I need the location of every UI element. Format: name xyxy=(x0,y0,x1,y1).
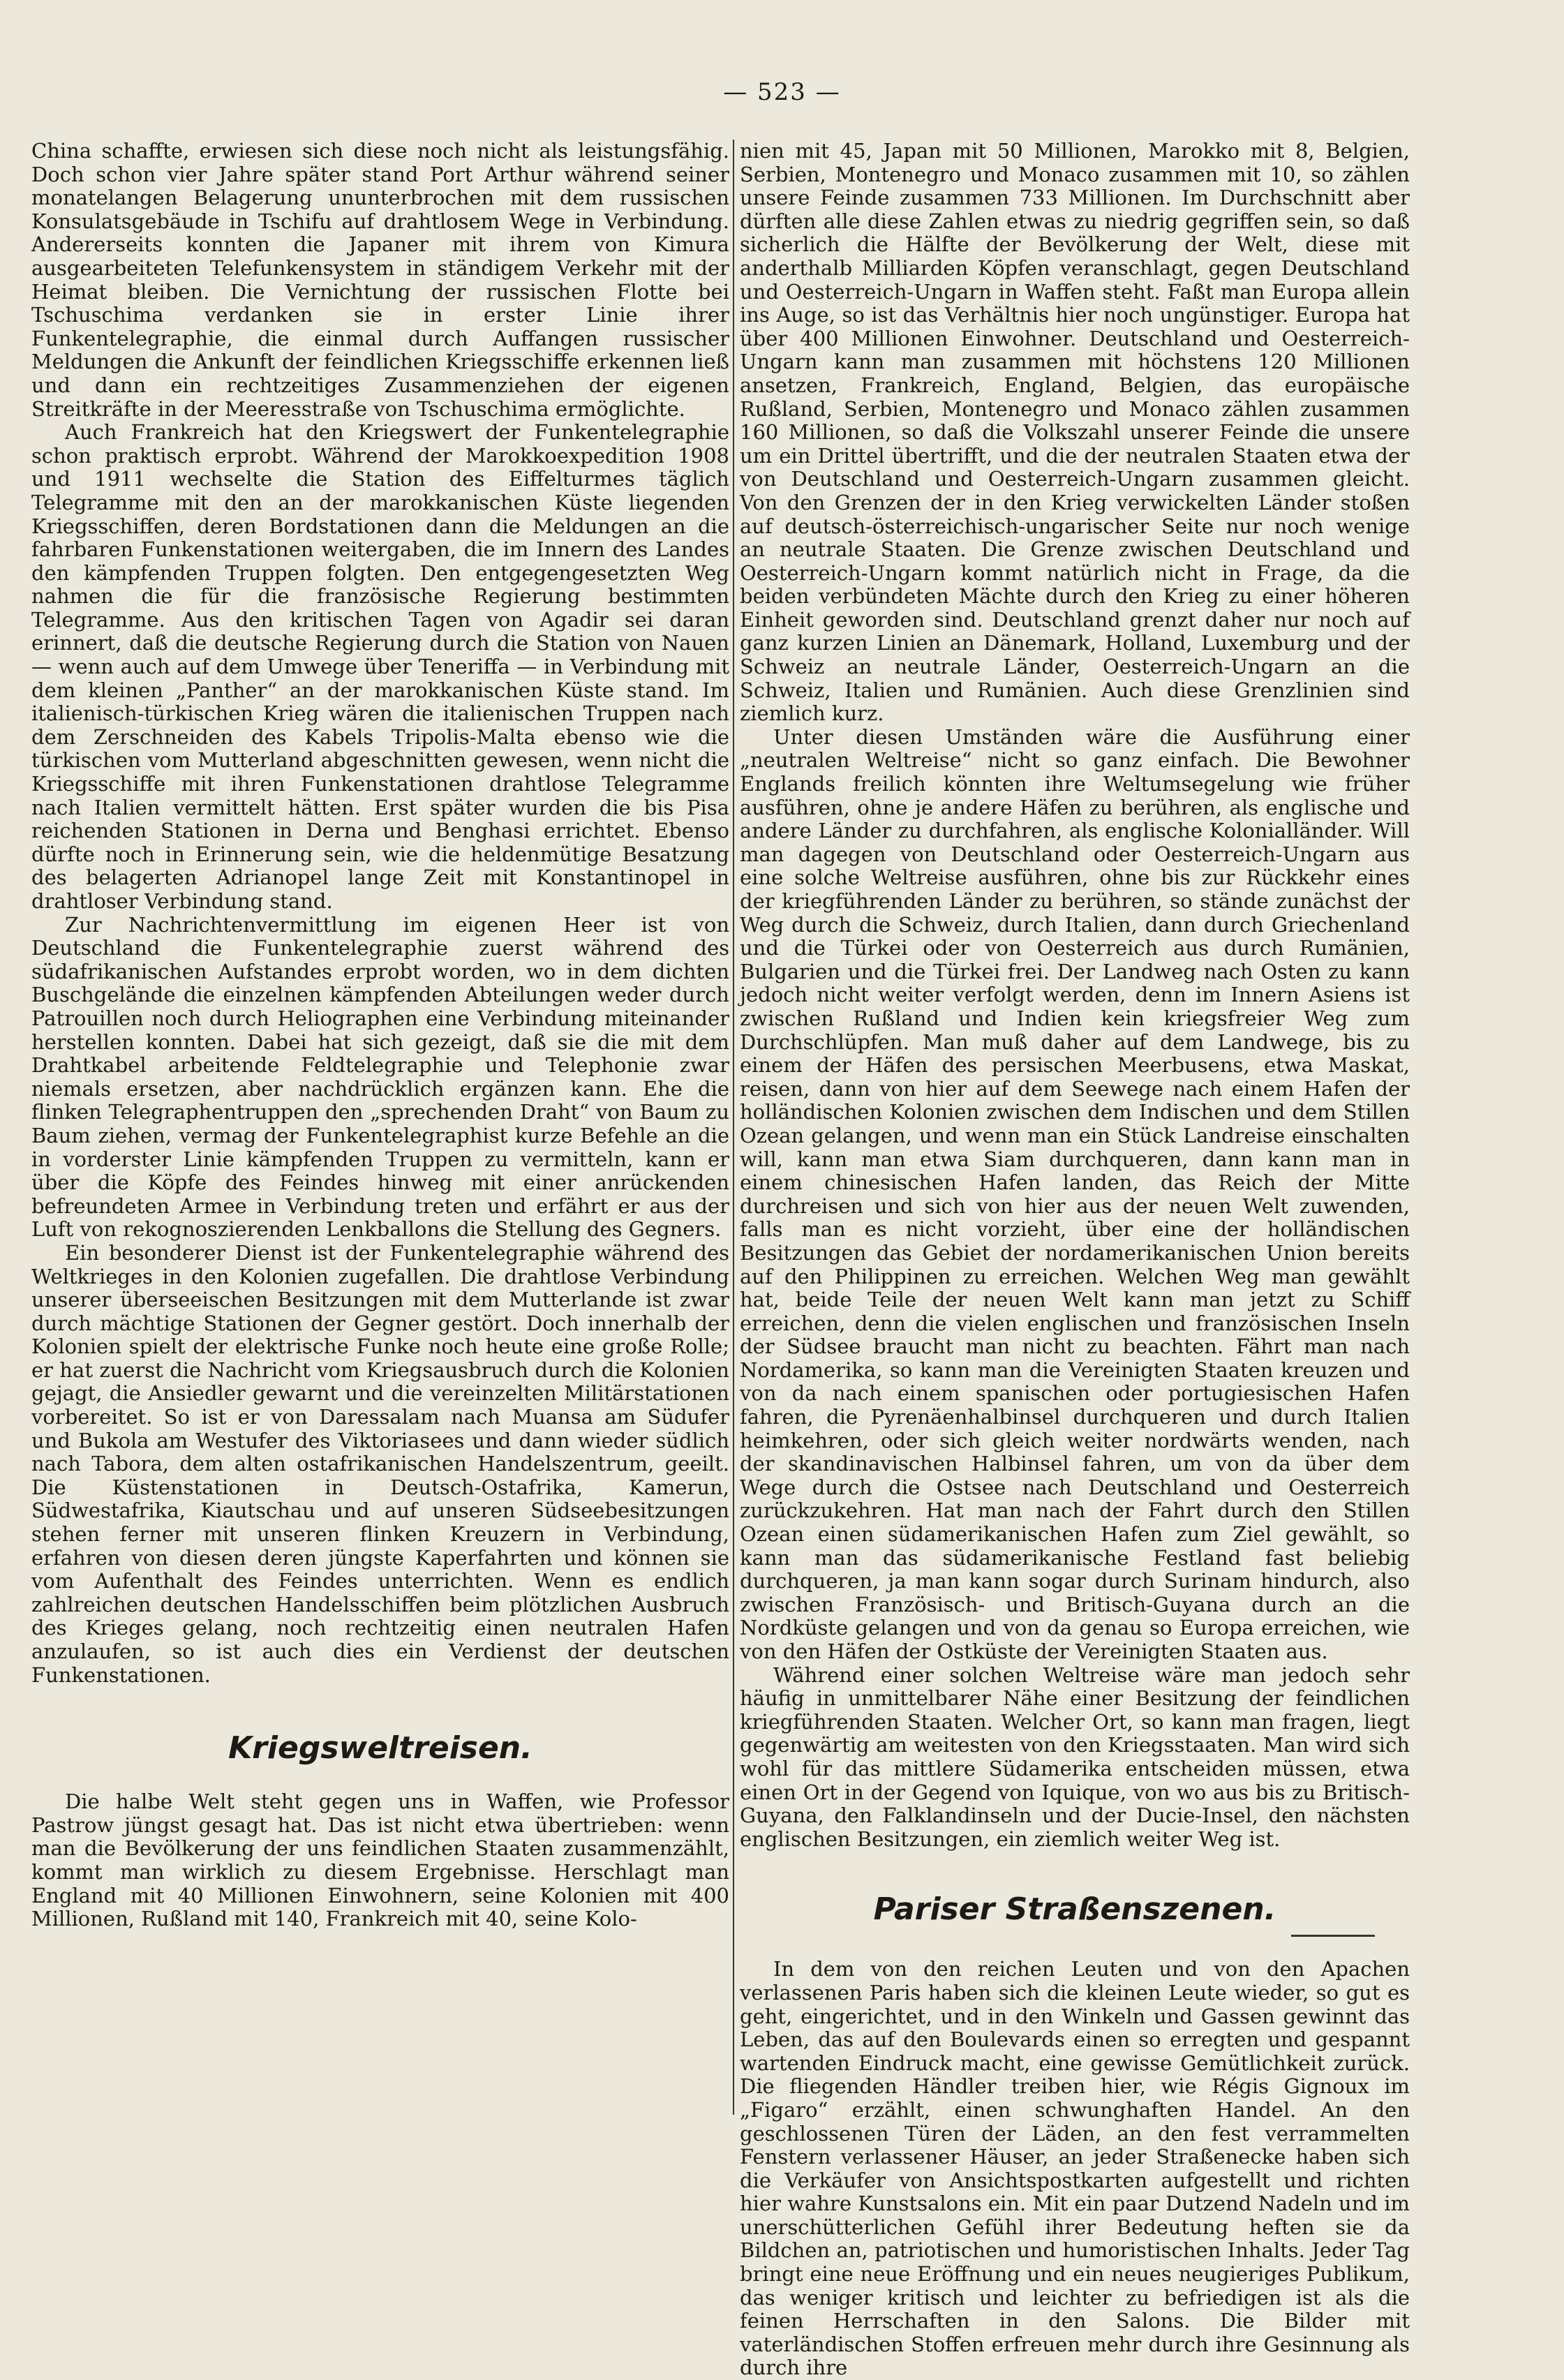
paragraph: nien mit 45, Japan mit 50 Millionen, Marokko mit 8, Belgien, Serbien, Montenegro und Monaco zusammen mit 10, so zählen unsere Feinde zusammen 733 Millionen. Im Durchschnitt aber dürften alle diese Zahlen etwas zu niedrig gegriffen sein, so daß sicherlich die Hälfte der Bevölkerung der Welt, diese mit anderthalb Milliarden Köpfen veranschlagt, gegen Deutschland und Oesterreich-Ungarn in Waffen steht. Faßt man Europa allein ins Auge, so ist das Verhältnis hier noch ungünstiger. Europa hat über 400 Millionen Einwohner. Deutschland und Oesterreich-Ungarn kann man zusammen mit höchstens 120 Millionen ansetzen, Frankreich, England, Belgien, das europäische Rußland, Serbien, Montenegro und Monaco zählen zusammen 160 Millionen, so daß die Volkszahl unserer Feinde die unsere um ein Drittel übertrifft, und die der neutralen Staaten etwa der von Deutschland und Oesterreich-Ungarn zusammen gleicht. Von den Grenzen der in den Krieg verwickelten Länder stoßen auf deutsch-österreichisch-ungarischer Seite nur noch wenige an neutrale Staaten. Die Grenze zwischen Deutschland und Oesterreich-Ungarn kommt natürlich nicht in Frage, da die beiden verbündeten Mächte durch den Krieg zu einer höheren Einheit geworden sind. Deutschland grenzt daher nur noch auf ganz kurzen Linien an Dänemark, Holland, Luxemburg und der Schweiz an neutrale Länder, Oesterreich-Ungarn an die Schweiz, Italien und Rumänien. Auch diese Grenzlinien sind ziemlich kurz. xyxy=(740,139,1410,726)
paragraph: Zur Nachrichtenvermittlung im eigenen Heer ist von Deutschland die Funkentelegraphie zuerst während des südafrikanischen Aufstandes erprobt worden, wo in dem dichten Buschgelände die einzelnen kämpfenden Abteilungen weder durch Patrouillen noch durch Heliographen eine Verbindung miteinander herstellen konnten. Dabei hat sich gezeigt, daß sie die mit dem Drahtkabel arbeitende Feldtelegraphie und Telephonie zwar niemals ersetzen, aber nachdrücklich ergänzen kann. Ehe die flinken Telegraphentruppen den „sprechenden Draht“ von Baum zu Baum ziehen, vermag der Funkentelegraphist kurze Befehle an die in vorderster Linie kämpfenden Truppen zu vermitteln, kann er über die Köpfe des Feindes hinweg mit einer anrückenden befreundeten Armee in Verbindung treten und erfährt er aus der Luft von rekognoszierenden Lenkballons die Stellung des Gegners. xyxy=(31,912,729,1242)
paragraph: Unter diesen Umständen wäre die Ausführung einer „neutralen Weltreise“ nicht so ganz einfach. Die Bewohner Englands freilich könnten ihre Weltumsegelung wie früher ausführen, ohne je andere Häfen zu berühren, als englische und andere Länder zu durchfahren, als englische Kolonialländer. Will man dagegen von Deutschland oder Oesterreich-Ungarn aus eine solche Weltreise ausführen, ohne bis zur Rückkehr eines der kriegführenden Länder zu berühren, so stände zunächst der Weg durch die Schweiz, durch Italien, dann durch Griechenland und die Türkei oder von Oesterreich aus durch Rumänien, Bulgarien und die Türkei frei. Der Landweg nach Osten zu kann jedoch nicht weiter verfolgt werden, denn im Innern Asiens ist zwischen Rußland und Indien kein kriegsfreier Weg zum Durchschlüpfen. Man muß daher auf dem Landwege, bis zu einem der Häfen des persischen Meerbusens, etwa Maskat, reisen, dann von hier auf dem Seewege nach einem Hafen der holländischen Kolonien zwischen dem Indischen und dem Stillen Ozean gelangen, und wenn man ein Stück Landreise einschalten will, kann man etwa Siam durchqueren, dann kann man in einem chinesischen Hafen landen, das Reich der Mitte durchreisen und sich von hier aus der neuen Welt zuwenden, falls man es nicht vorzieht, über eine der holländischen Besitzungen das Gebiet der nordamerikanischen Union bereits auf den Philippinen zu erreichen. Welchen Weg man gewählt hat, beide Teile der neuen Welt kann man jetzt zu Schiff erreichen, denn die vielen englischen und französischen Inseln der Südsee braucht man nicht zu beachten. Fährt man nach Nordamerika, so kann man die Vereinigten Staaten kreuzen und von da nach einem spanischen oder portugiesischen Hafen fahren, die Pyrenäenhalbinsel durchqueren und durch Italien heimkehren, oder sich gleich weiter nordwärts wenden, nach der skandinavischen Halbinsel fahren, um von da über dem Wege durch die Ostsee nach Deutschland und Oesterreich zurückzukehren. Hat man nach der Fahrt durch den Stillen Ozean einen südamerikanischen Hafen zum Ziel gewählt, so kann man das südamerikanische Festland fast beliebig durchqueren, ja man kann sogar durch Surinam hindurch, also zwischen Französisch- und Britisch-Guyana durch an die Nordküste gelangen und von da genau so Europa erreichen, wie von den Häfen der Ostküste der Vereinigten Staaten aus. xyxy=(740,724,1410,1663)
article-heading-kriegsweltreisen: Kriegsweltreisen. xyxy=(228,1730,532,1767)
paragraph: In dem von den reichen Leuten und von den Apachen verlassenen Paris haben sich die kleinen Leute wieder, so gut es geht, eingerichtet, und in den Winkeln und Gassen gewinnt das Leben, das auf den Boulevards einen so erregten und gespannt wartenden Eindruck macht, eine gewisse Gemütlichkeit zurück. Die fliegenden Händler treiben hier, wie Régis Gignoux im „Figaro“ erzählt, einen schwunghaften Handel. An den geschlossenen Türen der Läden, an den fest verrammelten Fenstern verlassener Häuser, an jeder Straßenecke haben sich die Verkäufer von Ansichtspostkarten aufgestellt und richten hier wahre Kunstsalons ein. Mit ein paar Dutzend Nadeln und im unerschütterlichen Gefühl ihrer Bedeutung heften sie da Bildchen an, patriotischen und humoristischen Inhalts. Jeder Tag bringt eine neue Eröffnung und ein neues neugieriges Publikum, das weniger kritisch und leichter zu befriedigen ist als die feinen Herrschaften in den Salons. Die Bilder mit vaterländischen Stoffen erfreuen mehr durch ihre Gesinnung als durch ihre xyxy=(740,1957,1410,2380)
paragraph: Die halbe Welt steht gegen uns in Waffen, wie Professor Pastrow jüngst gesagt hat. Das ist nicht etwa übertrieben: wenn man die Bevölkerung der uns feindlichen Staaten zusammenzählt, kommt man wirklich zu diesem Ergebnisse. Herschlagt man England mit 40 Millionen Einwohnern, seine Kolonien mit 400 Millionen, Rußland mit 140, Frankreich mit 40, seine Kolo- xyxy=(31,1790,729,1931)
page-number: — 523 — xyxy=(723,78,841,106)
article-heading-pariser-strassenszenen: Pariser Straßenszenen. xyxy=(873,1891,1276,1928)
column-divider xyxy=(733,140,734,2115)
paragraph: Auch Frankreich hat den Kriegswert der Funkentelegraphie schon praktisch erprobt. Während der Marokkoexpedition 1908 und 1911 wechselte die Station des Eiffelturmes täglich Telegramme mit den an der marokkanischen Küste liegenden Kriegsschiffen, deren Bordstationen dann die Meldungen an die fahrbaren Funkenstationen weitergaben, die im Innern des Landes den kämpfenden Truppen folgten. Den entgegengesetzten Weg nahmen die für die französische Regierung bestimmten Telegramme. Aus den kritischen Tagen von Agadir sei daran erinnert, daß die deutsche Regierung durch die Station von Nauen — wenn auch auf dem Umwege über Teneriffa — in Verbindung mit dem kleinen „Panther“ an der marokkanischen Küste stand. Im italienisch-türkischen Krieg wären die italienischen Truppen nach dem Zerschneiden des Kabels Tripolis-Malta ebenso wie die türkischen vom Mutterland abgeschnitten gewesen, wenn nicht die Kriegsschiffe mit ihren Funkenstationen drahtlose Telegramme nach Italien vermittelt hätten. Erst später wurden die bis Pisa reichenden Stationen in Derna und Benghasi errichtet. Ebenso dürfte noch in Erinnerung sein, wie die heldenmütige Besatzung des belagerten Adrianopel lange Zeit mit Konstantinopel in drahtloser Verbindung stand. xyxy=(31,420,729,913)
left-column xyxy=(31,140,729,2131)
heading-rule xyxy=(1291,1935,1375,1937)
right-column xyxy=(740,139,1410,2380)
paragraph: Während einer solchen Weltreise wäre man jedoch sehr häufig in unmittelbarer Nähe einer Besitzung der feindlichen kriegführenden Staaten. Welcher Ort, so kann man fragen, liegt gegenwärtig am weitesten von den Kriegsstaaten. Man wird sich wohl für das mittlere Südamerika entscheiden müssen, etwa einen Ort in der Gegend von Iquique, von wo aus bis zu Britisch-Guyana, den Falklandinseln und der Ducie-Insel, den nächsten englischen Besitzungen, ein ziemlich weiter Weg ist. xyxy=(740,1663,1410,1851)
paragraph: China schaffte, erwiesen sich diese noch nicht als leistungsfähig. Doch schon vier Jahre später stand Port Arthur während seiner monatelangen Belagerung ununterbrochen mit dem russischen Konsulatsgebäude in Tschifu auf drahtlosem Wege in Verbindung. Andererseits konnten die Japaner mit ihrem von Kimura ausgearbeiteten Telefunkensystem in ständigem Verkehr mit der Heimat bleiben. Die Vernichtung der russischen Flotte bei Tschuschima verdanken sie in erster Linie ihrer Funkentelegraphie, die einmal durch Auffangen russischer Meldungen die Ankunft der feindlichen Kriegsschiffe erkennen ließ und dann ein rechtzeitiges Zusammenziehen der eigenen Streitkräfte in der Meeresstraße von Tschuschima ermöglichte. xyxy=(31,139,729,421)
paragraph: Ein besonderer Dienst ist der Funkentelegraphie während des Weltkrieges in den Kolonien zugefallen. Die drahtlose Verbindung unserer überseeischen Besitzungen mit dem Mutterlande ist zwar durch mächtige Stationen der Gegner gestört. Doch innerhalb der Kolonien spielt der elektrische Funke noch heute eine große Rolle; er hat zuerst die Nachricht vom Kriegsausbruch durch die Kolonien gejagt, die Ansiedler gewarnt und die vereinzelten Militärstationen vorbereitet. So ist er von Daressalam nach Muansa am Südufer und Bukola am Westufer des Viktoriasees und dann wieder südlich nach Tabora, dem alten ostafrikanischen Handelszentrum, geeilt. Die Küstenstationen in Deutsch-Ostafrika, Kamerun, Südwestafrika, Kiautschau und auf unseren Südseebesitzungen stehen ferner mit unseren flinken Kreuzern in Verbindung, erfahren von diesen deren jüngste Kaperfahrten und können sie vom Aufenthalt des Feindes unterrichten. Wenn es endlich zahlreichen deutschen Handelsschiffen beim plötzlichen Ausbruch des Krieges gelang, noch rechtzeitig einen neutralen Hafen anzulaufen, so ist auch dies ein Verdienst der deutschen Funkenstationen. xyxy=(31,1240,729,1687)
